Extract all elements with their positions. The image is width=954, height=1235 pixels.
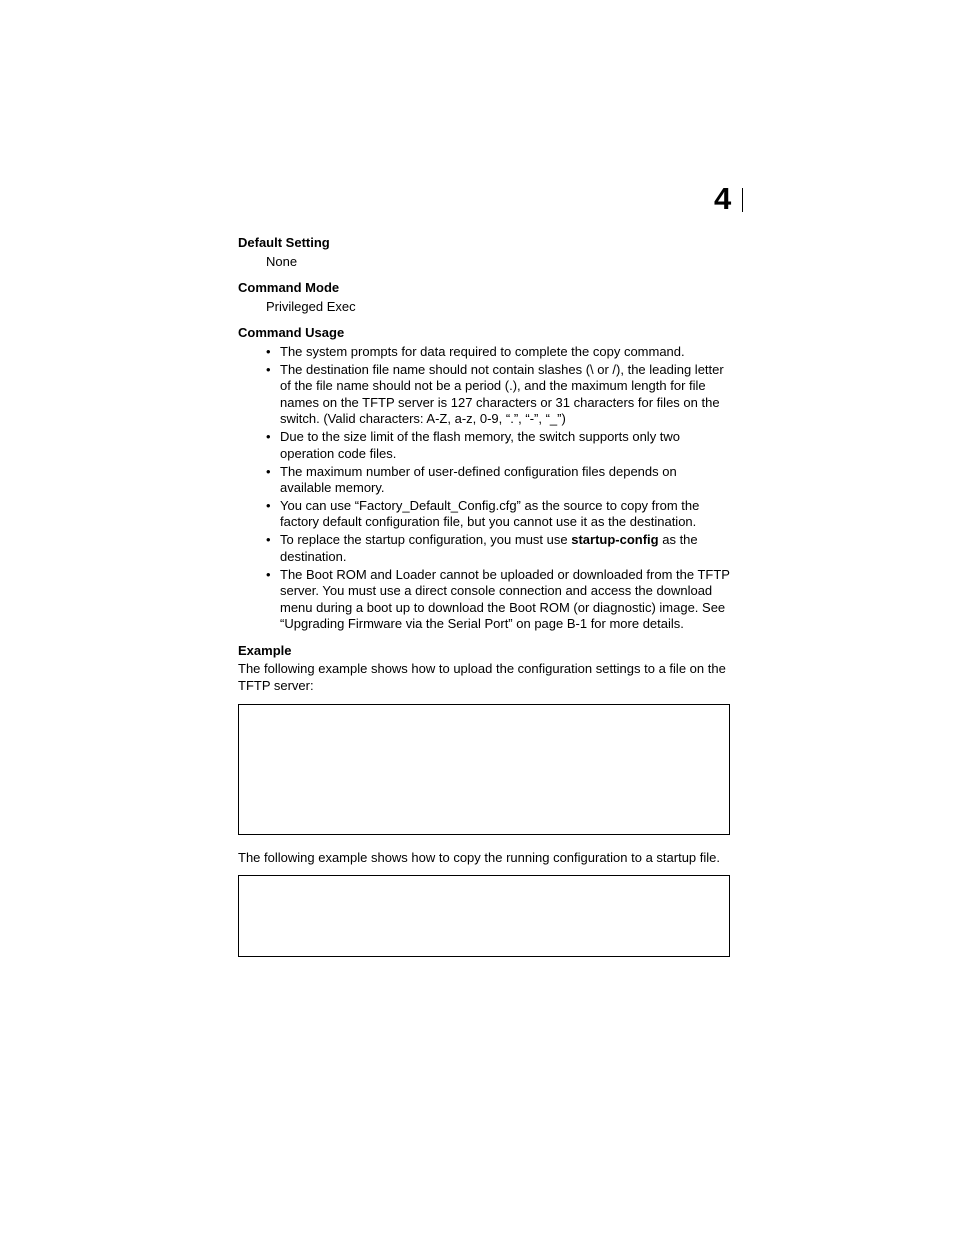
- command-mode-value: Privileged Exec: [266, 299, 356, 314]
- usage-item-startup: [266, 532, 730, 565]
- startup-item-after: as the destination.: [280, 532, 698, 564]
- chapter-number-marker: [712, 181, 744, 216]
- default-setting-heading: Default Setting: [238, 235, 330, 250]
- default-setting-value: None: [266, 254, 298, 269]
- startup-item-before: To replace the startup configuration, you must use: [280, 532, 572, 548]
- command-usage-heading: Command Usage: [238, 325, 345, 340]
- usage-item: • The Boot ROM and Loader cannot be uploaded or downloaded from the TFTP server. You must use a direct console connection and access the download menu during a boot up to download the Boot ROM (or diagnostic) image. See “Upgrading Firmware via the Serial Port” on page B-1 for more details.: [266, 567, 730, 633]
- example-code-box-upload: [238, 704, 730, 835]
- example-intro-copy: The following example shows how to copy the running configuration to a startup file.: [238, 850, 720, 866]
- example-code-box-copy: [238, 875, 730, 957]
- page-content: [238, 233, 730, 957]
- usage-item: • The destination file name should not contain slashes (\ or /), the leading letter of the file name should not be a period (.), and the maximum length for file names on the TFTP server is 127 characters or 31 characters for files on the switch. (Valid characters: A-Z, a-z, 0-9, “.”, “-”, “_”): [266, 362, 730, 428]
- command-mode-heading: Command Mode: [238, 280, 340, 295]
- usage-item: • The maximum number of user-defined configuration files depends on available memory.: [266, 464, 730, 497]
- usage-item: • The system prompts for data required to complete the copy command.: [266, 344, 730, 360]
- startup-config-keyword: startup-config: [571, 532, 659, 548]
- command-usage-list: [266, 344, 730, 632]
- chapter-number: 4: [714, 181, 732, 216]
- chapter-rule: [742, 188, 743, 212]
- usage-item: • You can use “Factory_Default_Config.cfg” as the source to copy from the factory default configuration file, but you cannot use it as the destination.: [266, 498, 730, 531]
- usage-item: • Due to the size limit of the flash memory, the switch supports only two operation code files.: [266, 429, 730, 462]
- example-intro-upload: The following example shows how to upload the configuration settings to a file on the TFTP server:: [238, 661, 726, 694]
- example-heading: Example: [238, 643, 292, 659]
